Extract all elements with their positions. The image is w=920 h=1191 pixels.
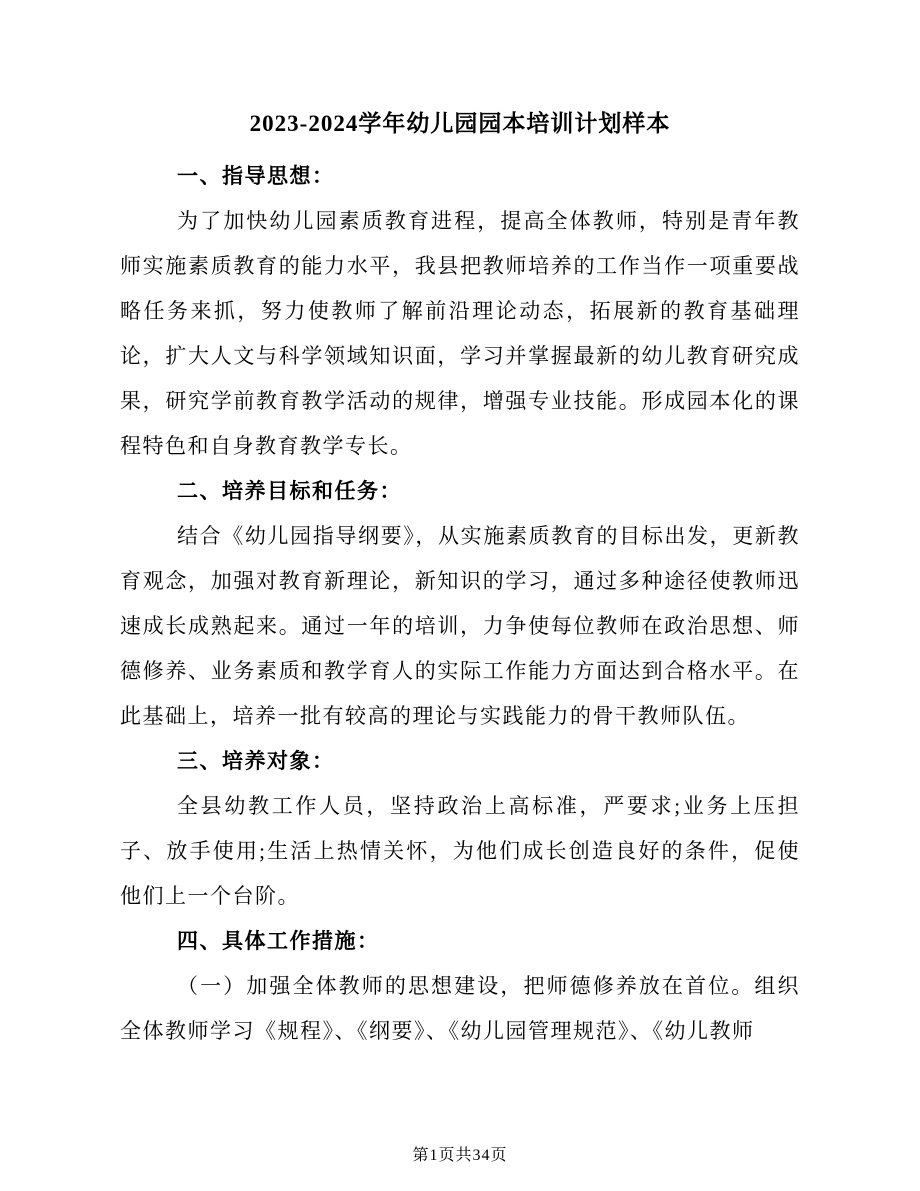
section-1-heading: 一、指导思想：: [177, 164, 335, 188]
section-goals-tasks: [120, 469, 800, 739]
section-3-paragraph: 全县幼教工作人员，坚持政治上高标准，严要求;业务上压担子、放手使用;生活上热情关怀，为他们成长创造良好的条件，促使他们上一个台阶。: [120, 794, 800, 908]
section-work-measures: [120, 919, 800, 1054]
section-1-paragraph: 为了加快幼儿园素质教育进程，提高全体教师，特别是青年教师实施素质教育的能力水平，我县把教师培养的工作当作一项重要战略任务来抓，努力使教师了解前沿理论动态，拓展新的教育基础理论，扩大人文与科学领域知识面，学习并掌握最新的幼儿教育研究成果，研究学前教育教学活动的规律，增强专业技能。形成园本化的课程特色和自身教育教学专长。: [120, 209, 800, 458]
document-title: 2023-2024学年幼儿园园本培训计划样本: [249, 111, 671, 136]
page-footer: [0, 1142, 920, 1165]
section-2-heading: 二、培养目标和任务：: [177, 479, 402, 503]
section-training-targets: [120, 739, 800, 919]
section-4-heading: 四、具体工作措施：: [177, 929, 380, 953]
page-number-label: 第1页共34页: [412, 1147, 508, 1164]
section-2-paragraph: 结合《幼儿园指导纲要》，从实施素质教育的目标出发，更新教育观念，加强对教育新理论，新知识的学习，通过多种途径使教师迅速成长成熟起来。通过一年的培训，力争使每位教师在政治思想、师德修养、业务素质和教学育人的实际工作能力方面达到合格水平。在此基础上，培养一批有较高的理论与实践能力的骨干教师队伍。: [120, 524, 800, 728]
section-guiding-ideology: [120, 154, 800, 469]
section-3-heading: 三、培养对象：: [177, 749, 335, 773]
section-4-paragraph: （一）加强全体教师的思想建设，把师德修养放在首位。组织全体教师学习《规程》、《纲要》、《幼儿园管理规范》、《幼儿教师: [120, 974, 800, 1043]
